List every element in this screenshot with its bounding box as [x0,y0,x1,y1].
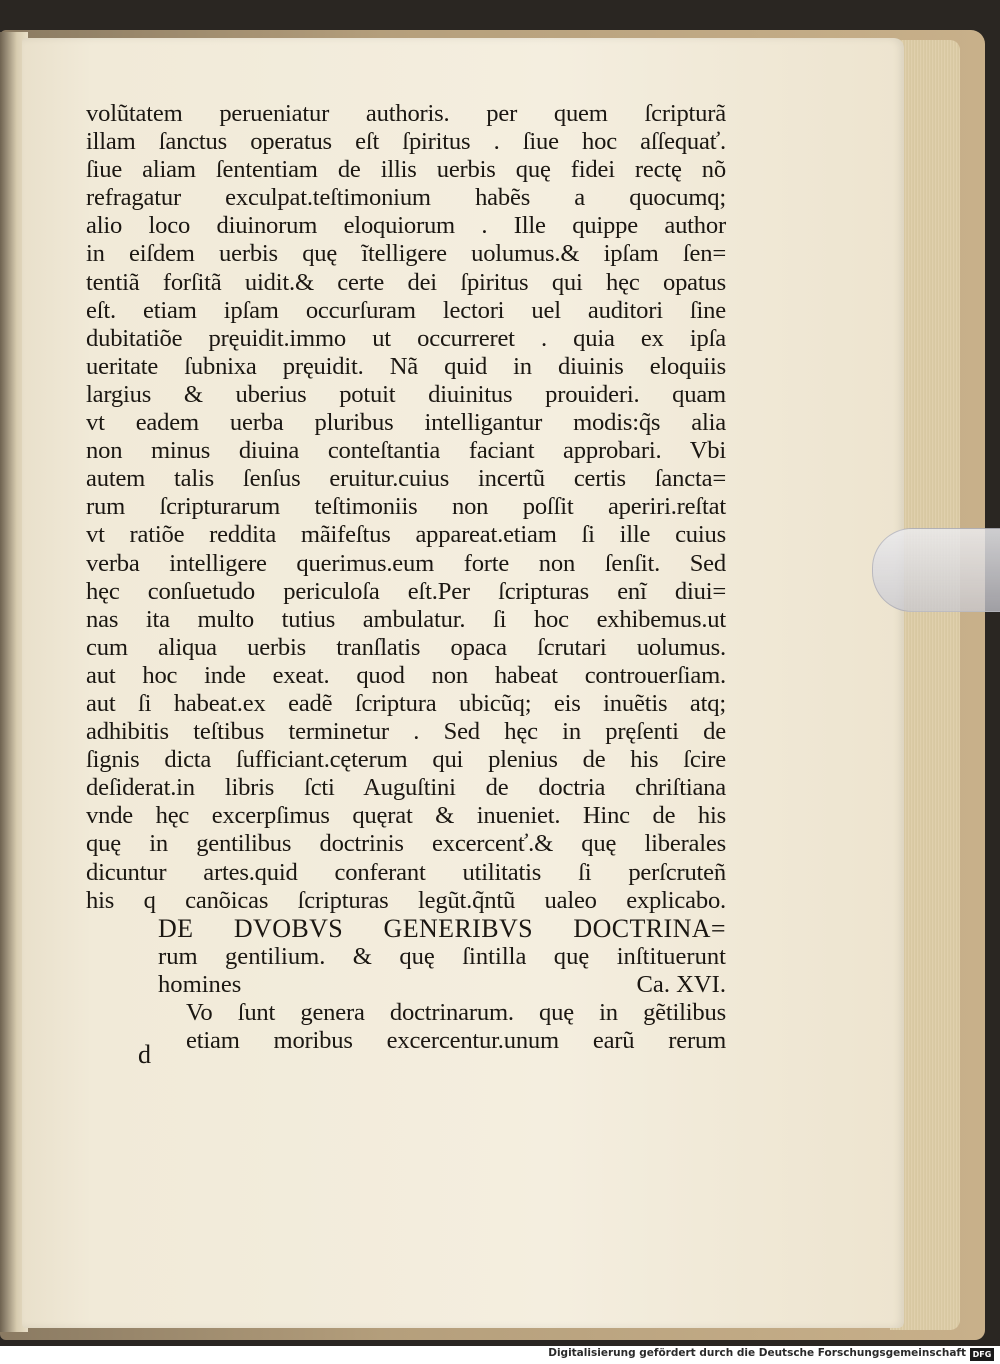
marginal-letter: d [138,1040,151,1069]
text-line: dicuntur artes.quid conferant utilitatis ſi perſcruteñ [86,858,726,886]
text-line: nas ita multo tutius ambulatur. ſi hoc exhibemus.ut [86,605,726,633]
text-line: vt eadem uerba pluribus intelligantur modis:q̃s alia [86,409,726,437]
text-line: largius & uberius potuit diuinitus prouideri. quam [86,380,726,408]
text-line: etiam moribus excercentur.unum earũ rerum [186,1027,726,1055]
text-line: his q canõicas ſcripturas legũt.q̃ntũ ualeo explicabo. [86,886,726,914]
text-line: aut hoc inde exeat. quod non habeat controuerſiam. [86,661,726,689]
footer-credit: Digitalisierung gefördert durch die Deutsche Forschungsgemeinschaft [548,1347,966,1359]
dfg-logo: DFG [970,1348,994,1361]
page-clip [872,528,1000,612]
chapter-number: Ca. XVI. [636,970,726,998]
digitization-footer [0,1346,1000,1364]
text-line: tentiã forſitã uidit.& certe dei ſpiritus qui hęc opatus [86,268,726,296]
text-line: in eiſdem uerbis quę ĩtelligere uolumus.& ipſam ſen= [86,240,726,268]
chapter-heading: DE DVOBVS GENERIBVS DOCTRINA= [158,913,726,943]
text-line: autem talis ſenſus eruitur.cuius incertũ certis ſancta= [86,465,726,493]
text-line: volũtatem perueniatur authoris. per quem ſcripturã [86,100,726,127]
text-line: refragatur exculpat.teſtimonium habẽs a quocumq; [86,184,726,212]
text-line: ſiue aliam ſententiam de illis uerbis quę fidei rectę nõ [86,156,726,184]
text-line: cum aliqua uerbis tranſlatis opaca ſcrutari uolumus. [86,633,726,661]
text-line: vt ratiõe reddita mãifeſtus appareat.etiam ſi ille cuius [86,521,726,549]
text-line: eſt. etiam ipſam occurſuram lectori uel auditori ſine [86,296,726,324]
text-line: deſiderat.in libris ſcti Auguſtini de doctria chriſtiana [86,774,726,802]
text-line: verba intelligere querimus.eum forte non ſenſit. Sed [86,549,726,577]
chapter-heading-last-line [86,971,726,999]
text-line: hęc conſuetudo periculoſa eſt.Per ſcripturas enĩ diui= [86,577,726,605]
text-line: rum ſcripturarum teſtimoniis non poſſit aperiri.reſtat [86,493,726,521]
text-line: dubitatiõe pręuidit.immo ut occurreret . quia ex ipſa [86,324,726,352]
text-line: ueritate ſubnixa pręuidit. Nã quid in diuinis eloquiis [86,352,726,380]
text-line: adhibitis teſtibus terminetur . Sed hęc in pręſenti de [86,718,726,746]
text-line: quę in gentilibus doctrinis excercenť.& quę liberales [86,830,726,858]
chapter-heading-continued: rum gentilium. & quę ſintilla quę inſtituerunt [158,942,726,970]
text-line: illam ſanctus operatus eſt ſpiritus . ſiue hoc aſſequať. [86,128,726,156]
chapter-heading-word: homines [158,970,242,998]
text-line: aut ſi habeat.ex eadẽ ſcriptura ubicũq; eis inuẽtis atq; [86,689,726,717]
text-line: non minus diuina conteſtantia faciant approbari. Vbi [86,437,726,465]
text-line: alio loco diuinorum eloquiorum . Ille quippe author [86,212,726,240]
page-text [86,100,726,1055]
text-line: vnde hęc excerpſimus quęrat & inueniet. Hinc de his [86,802,726,830]
text-line: ſignis dicta ſufficiant.cęterum qui plenius de his ſcire [86,746,726,774]
text-line: Vo ſunt genera doctrinarum. quę in gẽtilibus [186,999,726,1026]
